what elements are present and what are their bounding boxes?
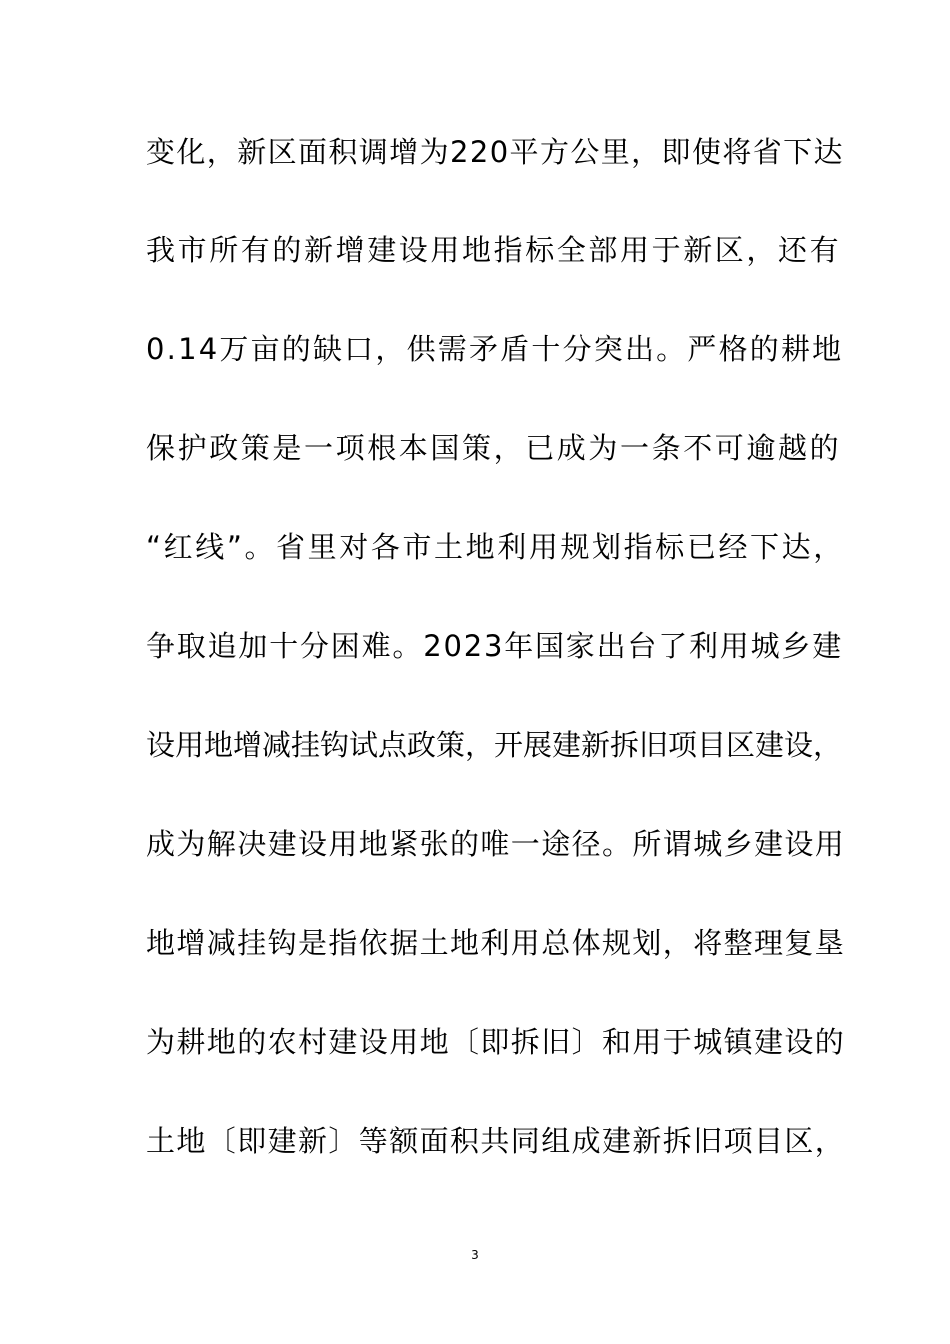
body-text-line: 为耕地的农村建设用地〔即拆旧〕和用于城镇建设的 <box>146 1025 846 1059</box>
page-number: 3 <box>471 1248 479 1262</box>
body-text-line: 争取追加十分困难。2023年国家出台了利用城乡建 <box>146 629 844 663</box>
body-text-line: 0.14万亩的缺口，供需矛盾十分突出。严格的耕地 <box>146 332 844 366</box>
body-text-line: “红线”。省里对各市土地利用规划指标已经下达， <box>146 530 845 564</box>
body-text-line: 土地〔即建新〕等额面积共同组成建新拆旧项目区， <box>146 1124 846 1158</box>
body-text-line: 保护政策是一项根本国策，已成为一条不可逾越的 <box>146 431 842 465</box>
body-text-line: 设用地增减挂钩试点政策，开展建新拆旧项目区建设， <box>146 728 843 762</box>
body-text-line: 我市所有的新增建设用地指标全部用于新区，还有 <box>146 233 842 267</box>
body-text-line: 成为解决建设用地紧张的唯一途径。所谓城乡建设用 <box>146 827 846 861</box>
body-text-line: 地增减挂钩是指依据土地利用总体规划，将整理复垦 <box>146 926 846 960</box>
body-text-line: 变化，新区面积调增为220平方公里，即使将省下达 <box>146 135 844 169</box>
